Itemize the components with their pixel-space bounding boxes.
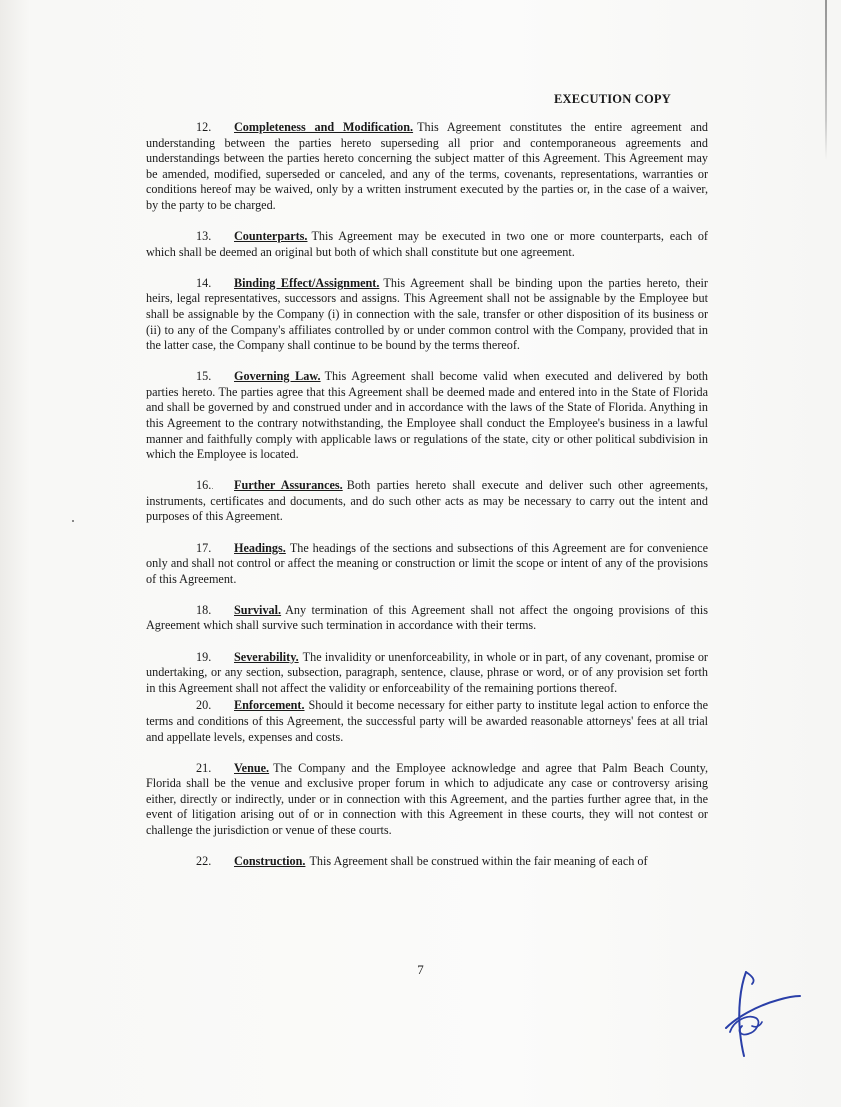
section-number: 14. bbox=[196, 275, 212, 290]
section-20 bbox=[146, 698, 708, 745]
section-19 bbox=[146, 650, 708, 697]
section-15 bbox=[146, 369, 708, 463]
section-17 bbox=[146, 541, 708, 588]
section-number: 16. bbox=[196, 478, 212, 493]
section-18 bbox=[146, 603, 708, 634]
page-number: 7 bbox=[417, 962, 424, 977]
section-number: 18. bbox=[196, 602, 212, 617]
section-text: This Agreement may be executed in two one or more counterparts, each of which shall be deemed an original but both of which shall constitute but one agreement. bbox=[146, 229, 708, 259]
section-number: 22. bbox=[196, 854, 212, 869]
scan-speck bbox=[72, 520, 74, 522]
section-number: 20. bbox=[196, 698, 212, 713]
section-12 bbox=[146, 120, 708, 214]
section-14 bbox=[146, 276, 708, 354]
section-text: Should it become necessary for either party to institute legal action to enforce the terms and conditions of this Agreement, the successful party will be awarded reasonable attorneys' fees at all trial and appellate levels, expenses and costs. bbox=[146, 698, 708, 744]
section-22 bbox=[146, 854, 708, 870]
section-16 bbox=[146, 478, 708, 525]
section-number: 17. bbox=[196, 540, 212, 555]
section-13 bbox=[146, 229, 708, 260]
section-21 bbox=[146, 761, 708, 839]
handwritten-signature bbox=[722, 966, 802, 1062]
section-text: This Agreement constitutes the entire agreement and understanding between the parties hereto superseding all prior and contemporaneous agreements and understandings between the parties hereto concerning the subject matter of this Agreement. This Agreement may be amended, modified, superseded or canceled, and any of the terms, covenants, representations, warranties or conditions hereof may be waived, only by a written instrument executed by the parties or, in the case of a waiver, by the party to be charged. bbox=[146, 120, 709, 212]
section-text: Both parties hereto shall execute and deliver such other agreements, instruments, certificates and documents, and do such other acts as may be necessary to carry out the intent and purposes of this Agreement. bbox=[146, 478, 708, 524]
section-heading: Venue. bbox=[234, 760, 270, 775]
section-heading: Construction. bbox=[234, 854, 306, 869]
page-edge-shadow bbox=[825, 0, 827, 1107]
section-heading: Headings. bbox=[234, 540, 286, 555]
section-number: 21. bbox=[196, 760, 212, 775]
section-number: 19. bbox=[196, 649, 212, 664]
section-text: This Agreement shall be construed within the fair meaning of each of bbox=[309, 854, 648, 869]
section-text: The invalidity or unenforceability, in whole or in part, of any covenant, promise or undertaking, or any section, subsection, paragraph, sentence, clause, phrase or word, or of any provision set forth in this Agreement shall not affect the validity or enforceability of the remaining portions thereof. bbox=[146, 649, 708, 695]
section-text: This Agreement shall become valid when executed and delivered by both parties hereto. The parties agree that this Agreement shall be deemed made and entered into in the State of Florida and shall be governed by and construed under and in accordance with the laws of the State of Florida. Anything in this Agreement to the contrary notwithstanding, the Employee shall conduct the Employee's business in a lawful manner and faithfully comply with applicable laws or regulations of the state, city or other political subdivision in which the Employee is located. bbox=[146, 369, 708, 462]
section-heading: Counterparts. bbox=[234, 229, 308, 244]
section-heading: Severability. bbox=[234, 649, 299, 664]
section-text: This Agreement shall be binding upon the parties hereto, their heirs, legal representatives, successors and assigns. This Agreement shall not be assignable by the Employee but shall be assignable by the Company (i) in connection with the sale, transfer or other disposition of its business or (ii) to any of the Company's affiliates controlled by or under common control with the Company, provided that in the latter case, the Company shall continue to be bound by the terms thereof. bbox=[146, 275, 708, 353]
section-number: 13. bbox=[196, 229, 212, 244]
section-number: 15. bbox=[196, 369, 212, 384]
document-body bbox=[146, 120, 708, 885]
section-heading: Completeness and Modification. bbox=[234, 120, 414, 134]
section-number: 12. bbox=[196, 120, 212, 134]
scan-speck bbox=[212, 488, 213, 489]
section-text: The Company and the Employee acknowledge and agree that Palm Beach County, Florida shall be the venue and exclusive proper forum in which to adjudicate any case or controversy arising either, directly or indirectly, under or in connection with this Agreement, and the parties further agree that, in the event of litigation arising out of or in connection with this Agreement in these courts, they will not contest or challenge the jurisdiction or venue of these courts. bbox=[146, 760, 708, 837]
section-heading: Governing Law. bbox=[234, 369, 321, 384]
section-text: Any termination of this Agreement shall not affect the ongoing provisions of this Agreement which shall survive such termination in accordance with their terms. bbox=[146, 602, 708, 633]
section-heading: Binding Effect/Assignment. bbox=[234, 275, 380, 290]
execution-copy-header: EXECUTION COPY bbox=[553, 92, 671, 106]
section-heading: Survival. bbox=[234, 602, 282, 617]
section-heading: Enforcement. bbox=[234, 698, 305, 713]
section-text: The headings of the sections and subsections of this Agreement are for convenience only and shall not control or affect the meaning or construction or limit the scope or intent of any of the provisions of this Agreement. bbox=[146, 540, 708, 586]
section-heading: Further Assurances. bbox=[234, 478, 343, 493]
